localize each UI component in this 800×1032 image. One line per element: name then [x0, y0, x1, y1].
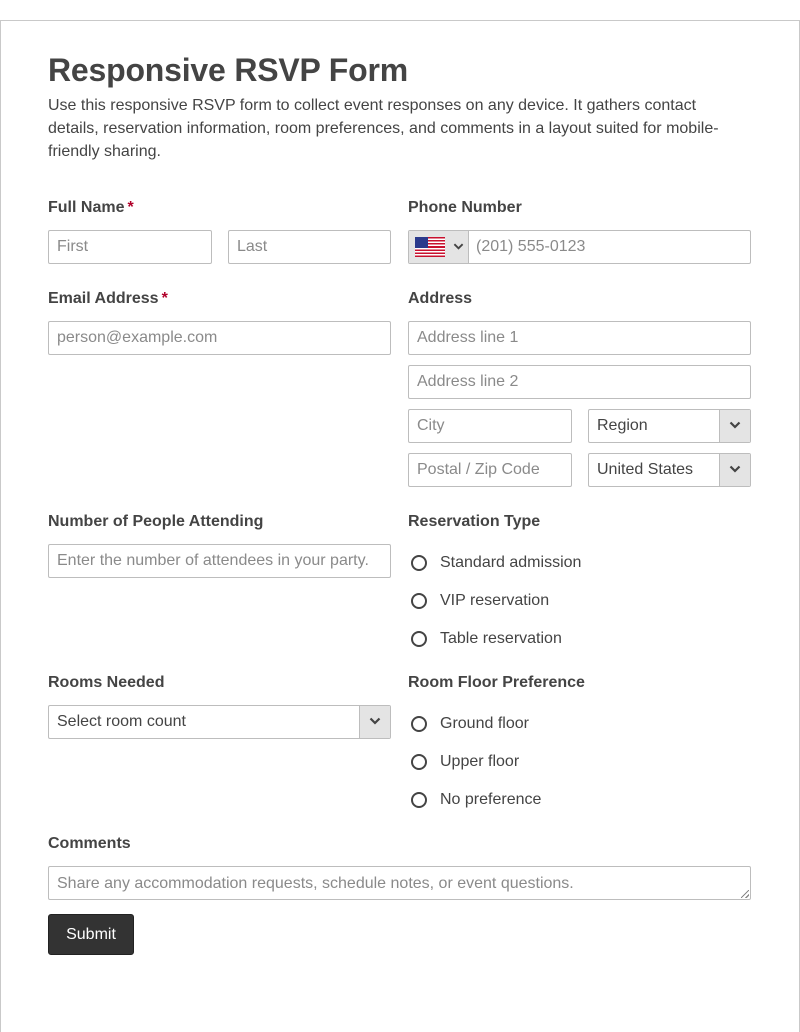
radio-label: Upper floor [440, 753, 520, 770]
submit-button[interactable]: Submit [48, 914, 134, 955]
radio-button[interactable] [411, 555, 427, 571]
rooms-needed-select-arrow [359, 706, 390, 738]
form-description: Use this responsive RSVP form to collect event responses on any device. It gathers contact details, reservation information, room preferences, and comments in a layout suited for mobile-friendly sharing. [48, 97, 719, 160]
radio-button[interactable] [411, 754, 427, 770]
radio-label: Standard admission [440, 554, 582, 571]
phone-input[interactable] [469, 231, 750, 263]
phone-field [408, 230, 751, 264]
chevron-down-icon [729, 419, 741, 431]
radio-upper-floor[interactable] [408, 750, 519, 774]
first-name-input[interactable] [48, 230, 212, 264]
radio-label: No preference [440, 791, 542, 808]
required-mark: * [127, 199, 134, 216]
radio-standard-admission[interactable] [408, 551, 581, 575]
rooms-needed-label: Rooms Needed [48, 674, 165, 691]
radio-button[interactable] [411, 716, 427, 732]
radio-button[interactable] [411, 631, 427, 647]
radio-no-preference[interactable] [408, 788, 541, 812]
page-title: Responsive RSVP Form [48, 52, 408, 88]
email-label-text: Email Address [48, 290, 159, 307]
radio-label: Table reservation [440, 630, 562, 647]
radio-table-reservation[interactable] [408, 627, 562, 651]
radio-label: Ground floor [440, 715, 529, 732]
radio-button[interactable] [411, 792, 427, 808]
address-label: Address [408, 290, 473, 307]
region-select-value: Region [597, 417, 648, 434]
country-select[interactable] [588, 453, 751, 487]
address-line2-input[interactable] [408, 365, 751, 399]
radio-vip-reservation[interactable] [408, 589, 549, 613]
comments-label: Comments [48, 835, 131, 852]
city-input[interactable] [408, 409, 572, 443]
email-input[interactable] [48, 321, 391, 355]
us-flag-icon [415, 237, 445, 257]
attendees-input[interactable] [48, 544, 391, 578]
phone-label: Phone Number [408, 199, 522, 216]
address-line1-input[interactable] [408, 321, 751, 355]
chevron-down-icon [729, 463, 741, 475]
comments-textarea[interactable] [48, 866, 751, 900]
country-select-arrow [719, 454, 750, 486]
postal-code-input[interactable] [408, 453, 572, 487]
rooms-needed-select[interactable] [48, 705, 391, 739]
country-select-value: United States [597, 461, 694, 478]
radio-label: VIP reservation [440, 592, 550, 609]
rooms-needed-select-value: Select room count [57, 713, 186, 730]
reservation-type-label: Reservation Type [408, 513, 541, 530]
last-name-input[interactable] [228, 230, 391, 264]
chevron-down-icon [453, 241, 464, 252]
required-mark: * [161, 290, 168, 307]
region-select[interactable] [588, 409, 751, 443]
radio-button[interactable] [411, 593, 427, 609]
attendees-label: Number of People Attending [48, 513, 264, 530]
country-code-selector[interactable] [409, 231, 469, 263]
region-select-arrow [719, 410, 750, 442]
floor-preference-label: Room Floor Preference [408, 674, 585, 691]
radio-ground-floor[interactable] [408, 712, 529, 736]
chevron-down-icon [369, 715, 381, 727]
email-label [48, 290, 168, 308]
resize-handle-icon[interactable] [741, 890, 749, 898]
full-name-label-text: Full Name [48, 199, 125, 216]
full-name-label [48, 199, 134, 217]
